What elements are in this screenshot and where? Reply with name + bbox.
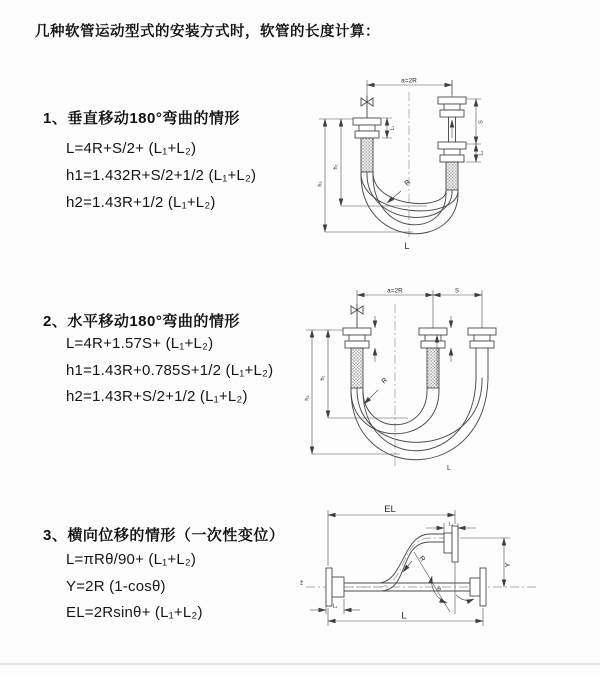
right-flange-lower [438,142,466,162]
dim-l2-label: L₂ [478,150,485,156]
middle-flange [419,328,447,348]
dim-s-label: S [454,288,460,295]
page-title: 几种软管运动型式的安装方式时，软管的长度计算： [35,24,380,40]
section3-formula-Y: Y=2R (1-cosθ) [66,578,166,595]
dim-bottom-label: L [447,465,451,472]
hose-u-bends [351,373,488,460]
dim-bottom-label: L [401,610,407,622]
dim-s-label: S [478,120,485,124]
section3-formula-L: L=πRθ/90+ (L₁+L₂) [66,551,197,568]
dim-y-label: Y [503,562,512,568]
radius-label: R [417,554,427,564]
braid-hose-left [351,348,363,388]
section2-formula-h2: h2=1.43R+S/2+1/2 (L₁+L₂) [66,388,248,405]
section2-formula-L: L=4R+1.57S+ (L₁+L₂) [66,335,214,352]
top-right-flange [444,526,458,562]
lower-right-flange [470,568,486,606]
braid-hose-left [361,138,373,172]
diagram-horizontal-180-bend [300,278,600,474]
left-flange [353,118,381,138]
page-bottom-rule [0,663,600,665]
centerline-mark: z̄ [300,580,303,587]
section2-formula-h1: h1=1.43R+0.785S+1/2 (L₁+L₂) [66,362,274,379]
right-flange-upper [438,97,466,117]
diagram-lateral-displacement [298,500,600,670]
section1-formula-h1: h1=1.432R+S/2+1/2 (L₁+L₂) [66,167,257,184]
section2-heading: 2、水平移动180°弯曲的情形 [43,313,240,330]
diagram-vertical-180-bend [315,72,595,264]
left-flange [326,568,344,606]
radius-label: R [403,178,413,188]
dim-l1-label: L₁ [332,603,338,610]
right-flange-moved [468,328,496,348]
radius-label: R [380,376,390,386]
section3-formula-EL: EL=2Rsinθ+ (L₁+L₂) [66,604,203,621]
dim-l2-label: L₂ [448,521,454,528]
dim-h2-label: h₂ [317,181,324,187]
hose-s-curve [344,534,444,591]
left-flange [343,328,371,348]
dim-h2-label: h₂ [304,395,311,401]
section1-heading: 1、垂直移动180°弯曲的情形 [43,110,240,127]
dim-l1-label: L₁ [389,125,396,131]
dim-bottom-label: L [404,241,410,251]
section1-formula-L: L=4R+S/2+ (L₁+L₂) [66,140,197,157]
section3-heading: 3、横向位移的情形（一次性变位） [43,527,285,544]
dim-a2r-label: a=2R [401,77,417,85]
dim-h1-label: h₁ [333,164,339,170]
section1-formula-h2: h2=1.43R+1/2 (L₁+L₂) [66,194,216,211]
dim-h1-label: h₁ [320,375,326,381]
braid-hose-right [446,162,458,190]
dim-el-label: EL [384,504,396,515]
dim-a2r-label: a=2R [387,287,403,295]
angle-theta-label: θ [437,586,441,593]
